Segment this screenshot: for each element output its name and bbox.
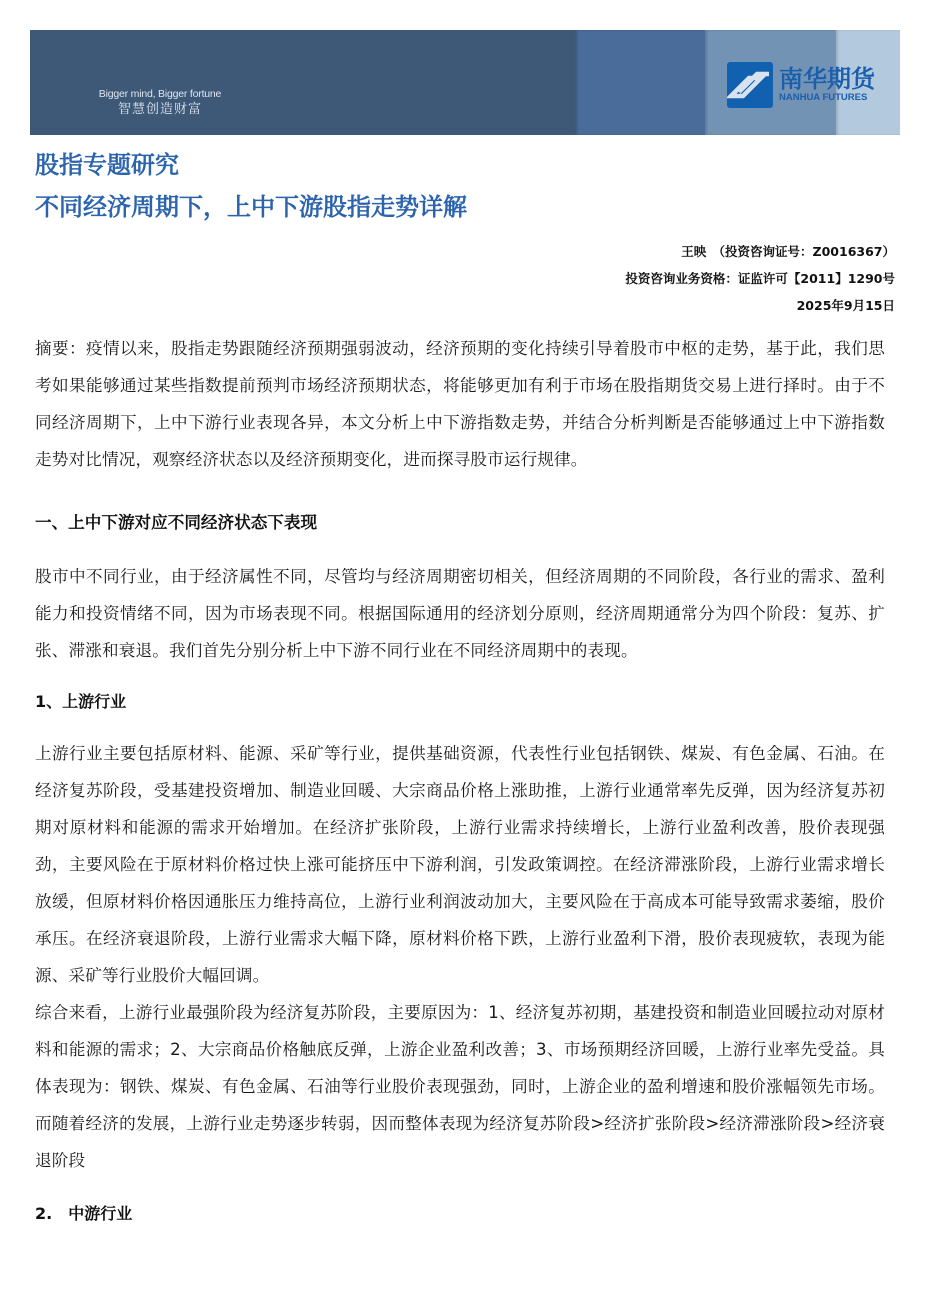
author-line: 王映 （投资咨询证号：Z0016367） [681,244,895,259]
abstract-paragraph: 摘要：疫情以来，股指走势跟随经济预期强弱波动，经济预期的变化持续引导着股市中枢的走势，基于此，我们思考如果能够通过某些指数提前预判市场经济预期状态，将能够更加有利于市场在股指期货交易上进行择时。由于不同经济周期下，上中下游行业表现各异，本文分析上中下游指数走势，并结合分析判断是否能够通过上中下游指数走势对比情况，观察经济状态以及经济预期变化，进而探寻股市运行规律。 [35,339,885,469]
subsection-heading-upstream: 1、上游行业 [35,692,127,711]
qualification-line: 投资咨询业务资格：证监许可【2011】1290号 [625,271,895,286]
report-meta [625,238,895,319]
header-banner [30,30,900,135]
upstream-paragraph-2: 综合来看，上游行业最强阶段为经济复苏阶段，主要原因为：1、经济复苏初期，基建投资和制造业回暖拉动对原材料和能源的需求；2、大宗商品价格触底反弹，上游企业盈利改善；3、市场预期经济回暖，上游行业率先受益。具体表现为：钢铁、煤炭、有色金属、石油等行业股价表现强劲，同时，上游企业的盈利增速和股价涨幅领先市场。而随着经济的发展，上游行业走势逐步转弱，因而整体表现为经济复苏阶段>经济扩张阶段>经济滞涨阶段>经济衰退阶段 [35,1003,885,1170]
upstream-paragraph-1: 上游行业主要包括原材料、能源、采矿等行业，提供基础资源，代表性行业包括钢铁、煤炭、有色金属、石油。在经济复苏阶段，受基建投资增加、制造业回暖、大宗商品价格上涨助推，上游行业通常率先反弹，因为经济复苏初期对原材料和能源的需求开始增加。在经济扩张阶段，上游行业需求持续增长，上游行业盈利改善，股价表现强劲，主要风险在于原材料价格过快上涨可能挤压中下游利润，引发政策调控。在经济滞涨阶段，上游行业需求增长放缓，但原材料价格因通胀压力维持高位，上游行业利润波动加大，主要风险在于高成本可能导致需求萎缩，股价承压。在经济衰退阶段，上游行业需求大幅下降，原材料价格下跌，上游行业盈利下滑，股价表现疲软，表现为能源、采矿等行业股价大幅回调。 [35,744,885,985]
logo-name-chinese: 南华期货 [779,65,875,93]
report-body [35,330,885,1226]
slogan-chinese: 智慧创造财富 [117,102,202,117]
slogan-english: Bigger mind, Bigger fortune [98,88,222,100]
company-logo [727,62,875,108]
report-date: 2025年9月15日 [796,298,895,313]
logo-name-english: NANHUA FUTURES [779,92,868,103]
title-block [35,150,467,222]
banner-band-mid [575,30,705,135]
section-intro-paragraph: 股市中不同行业，由于经济属性不同，尽管均与经济周期密切相关，但经济周期的不同阶段，各行业的需求、盈利能力和投资情绪不同，因为市场表现不同。根据国际通用的经济划分原则，经济周期通常分为四个阶段：复苏、扩张、滞涨和衰退。我们首先分别分析上中下游不同行业在不同经济周期中的表现。 [35,567,885,660]
banner-band-dark [30,30,575,135]
nanhua-logo-icon [727,62,773,108]
slogan [90,87,230,119]
section-heading: 一、上中下游对应不同经济状态下表现 [35,513,318,532]
report-category: 股指专题研究 [35,151,179,179]
report-title: 不同经济周期下，上中下游股指走势详解 [35,193,467,221]
subsection-heading-midstream: 2. 中游行业 [35,1204,133,1223]
